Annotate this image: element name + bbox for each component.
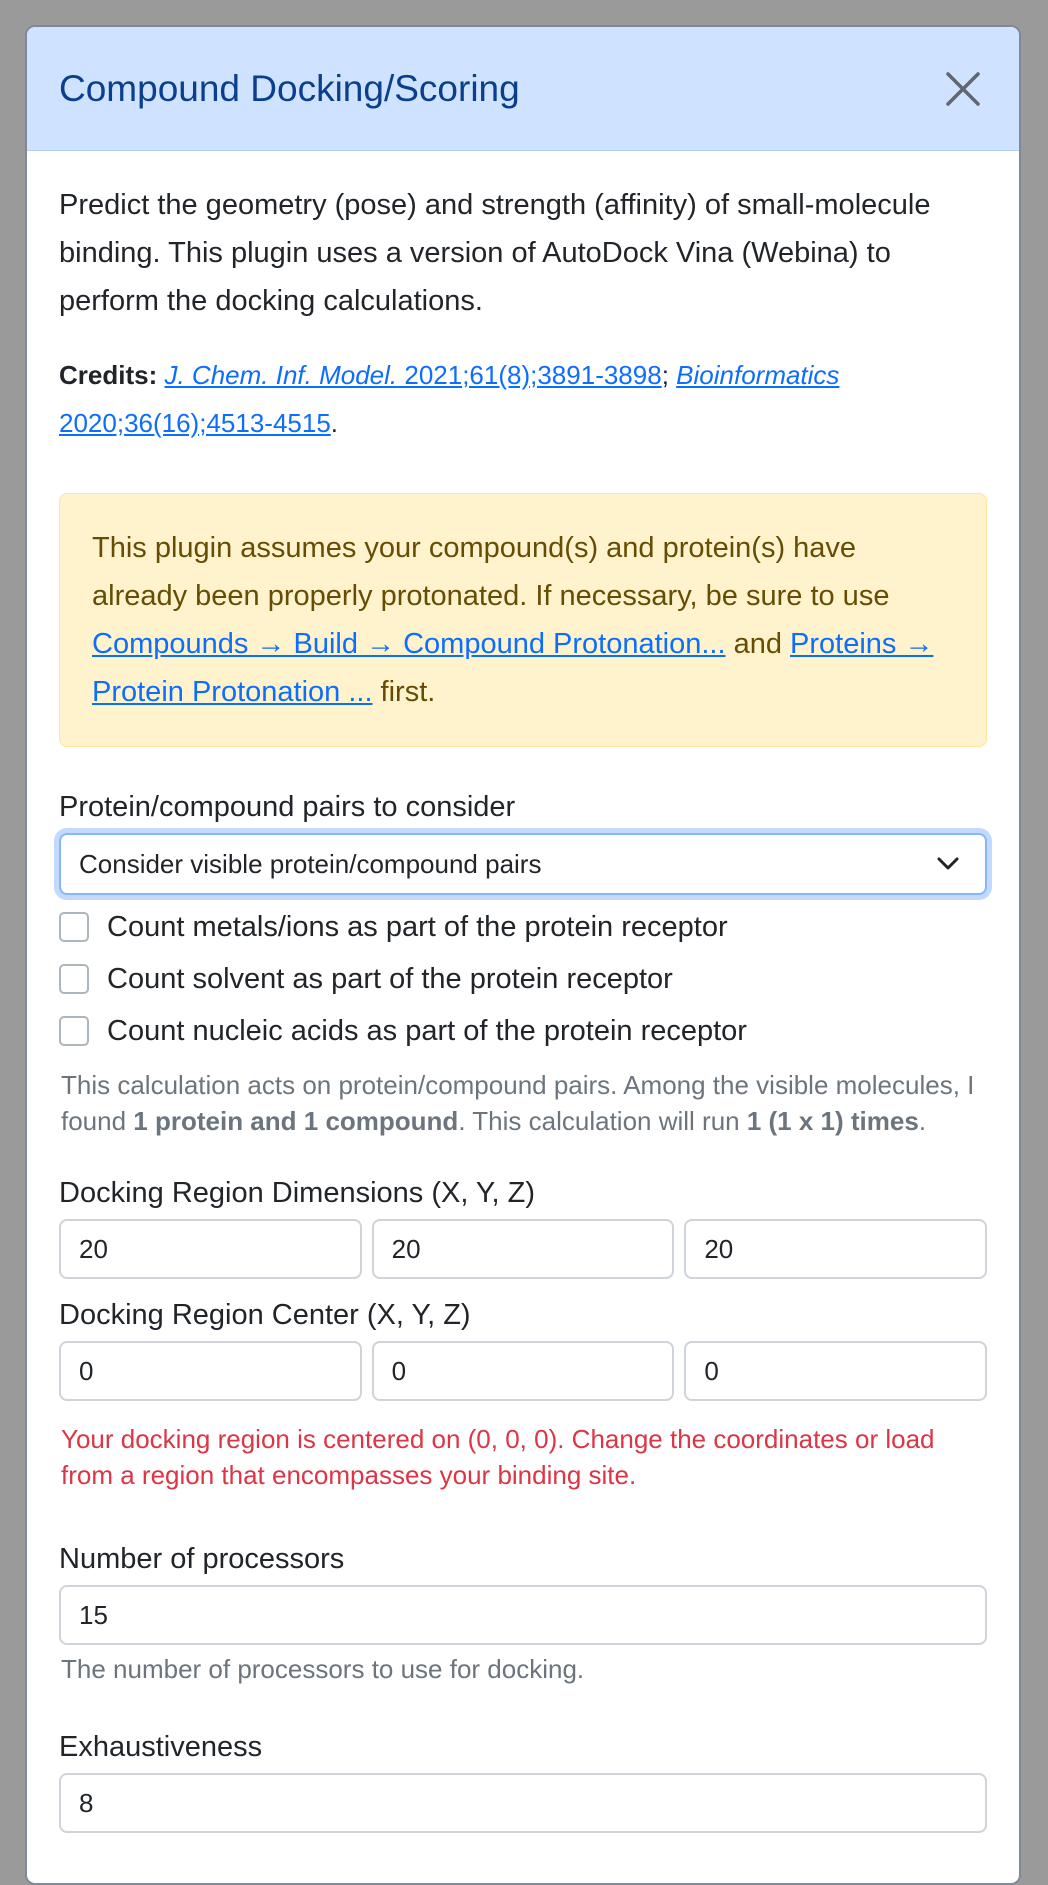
solvent-checkbox-label: Count solvent as part of the protein receptor: [107, 962, 673, 995]
nucleic-checkbox[interactable]: [59, 1016, 89, 1046]
nucleic-checkbox-row[interactable]: [59, 1005, 987, 1057]
metals-checkbox[interactable]: [59, 912, 89, 942]
chevron-down-icon: [937, 857, 959, 871]
dimension-z-input[interactable]: 20: [684, 1219, 987, 1279]
center-label: Docking Region Center (X, Y, Z): [59, 1299, 471, 1331]
pairs-select[interactable]: [59, 833, 987, 895]
credits-label: Credits:: [59, 360, 158, 390]
protonation-alert: This plugin assumes your compound(s) and protein(s) have already been properly protonated. If necessary, be sure to use Compounds → Build → Compound Protonation... and Proteins → Protein Protonation ... first.: [59, 493, 987, 747]
metals-checkbox-row[interactable]: [59, 901, 987, 953]
credits: Credits: J. Chem. Inf. Model. 2021;61(8);3891-3898; Bioinformatics 2020;36(16);4513-4515.: [59, 360, 840, 438]
exhaustiveness-input[interactable]: 8: [59, 1773, 987, 1833]
solvent-checkbox[interactable]: [59, 964, 89, 994]
dimensions-label: Docking Region Dimensions (X, Y, Z): [59, 1177, 536, 1209]
close-button[interactable]: [937, 63, 989, 115]
exhaustiveness-label: Exhaustiveness: [59, 1731, 263, 1763]
dimension-x-input[interactable]: 20: [59, 1219, 362, 1279]
processors-help-text: The number of processors to use for docking.: [61, 1654, 585, 1684]
nucleic-checkbox-label: Count nucleic acids as part of the protein receptor: [107, 1014, 747, 1047]
dimensions-inputs: [59, 1219, 987, 1279]
credit-link-bioinformatics[interactable]: Bioinformatics 2020;36(16);4513-4515: [59, 360, 840, 438]
modal-header: [27, 27, 1019, 151]
processors-input[interactable]: 15: [59, 1585, 987, 1645]
center-inputs: [59, 1341, 987, 1401]
processors-label: Number of processors: [59, 1543, 345, 1575]
center-z-input[interactable]: 0: [684, 1341, 987, 1401]
compound-protonation-link[interactable]: Compounds → Build → Compound Protonation...: [92, 628, 726, 660]
pairs-select-value: Consider visible protein/compound pairs: [79, 848, 542, 879]
center-x-input[interactable]: 0: [59, 1341, 362, 1401]
modal-title: Compound Docking/Scoring: [59, 67, 520, 109]
pairs-label: Protein/compound pairs to consider: [59, 791, 516, 823]
credit-link-jcim[interactable]: J. Chem. Inf. Model. 2021;61(8);3891-3898: [164, 360, 662, 390]
center-y-input[interactable]: 0: [372, 1341, 675, 1401]
solvent-checkbox-row[interactable]: [59, 953, 987, 1005]
metals-checkbox-label: Count metals/ions as part of the protein receptor: [107, 910, 728, 943]
close-icon: [945, 71, 981, 107]
center-error-text: Your docking region is centered on (0, 0, 0). Change the coordinates or load from a region that encompasses your binding site.: [61, 1424, 935, 1490]
modal-body: [27, 151, 1019, 1833]
pairs-help-text: This calculation acts on protein/compound pairs. Among the visible molecules, I found 1 protein and 1 compound. This calculation will run 1 (1 x 1) times.: [61, 1070, 975, 1136]
intro-text: Predict the geometry (pose) and strength (affinity) of small-molecule binding. This plugin uses a version of AutoDock Vina (Webina) to perform the docking calculations.: [59, 189, 931, 317]
protein-protonation-link[interactable]: Proteins → Protein Protonation ...: [92, 628, 934, 708]
docking-modal: [25, 25, 1021, 1885]
dimension-y-input[interactable]: 20: [372, 1219, 675, 1279]
